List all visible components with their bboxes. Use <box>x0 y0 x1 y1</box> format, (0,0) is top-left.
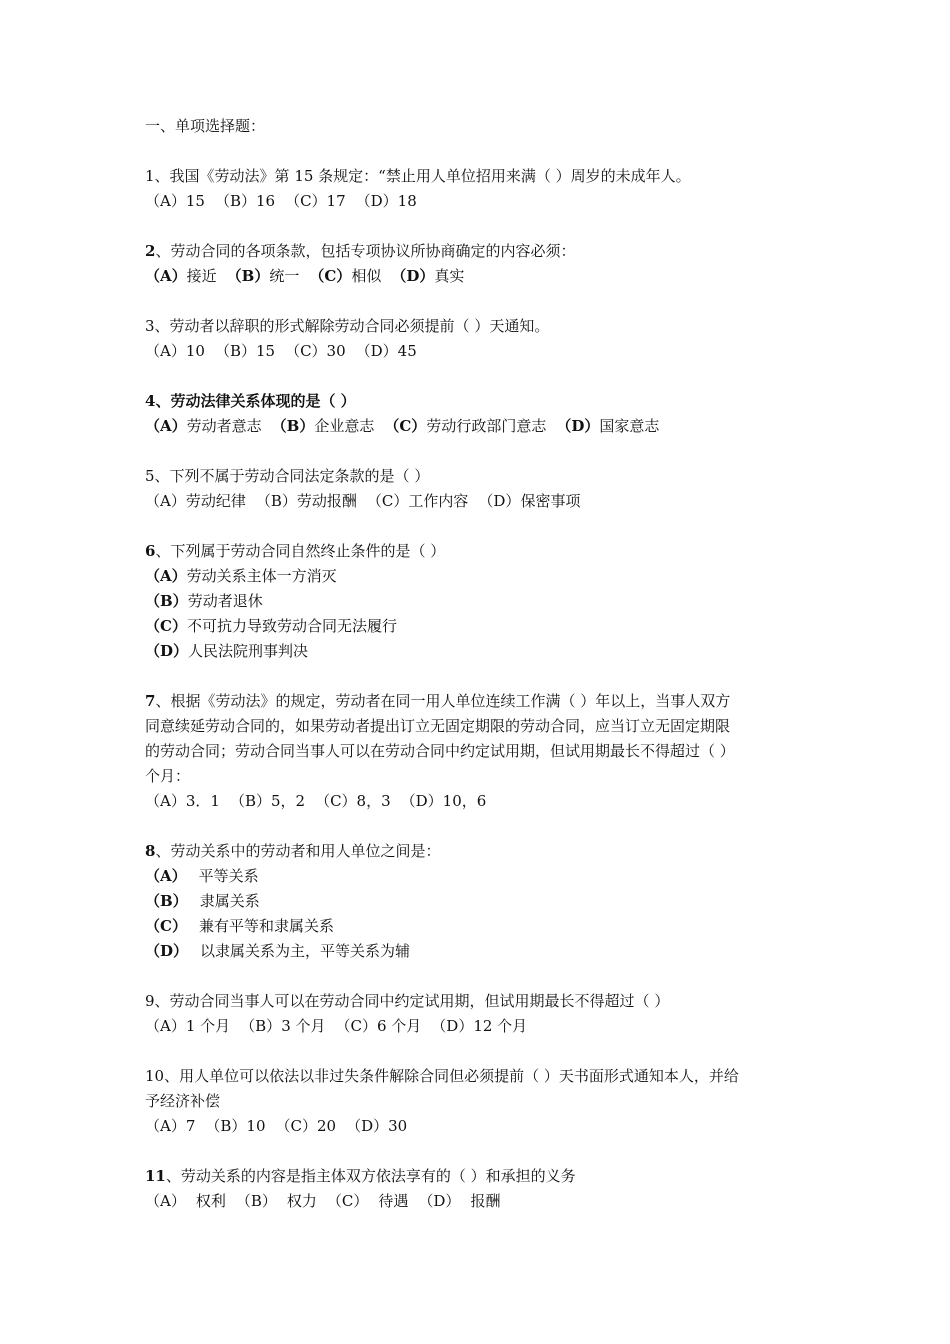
option-item <box>145 939 825 964</box>
option-letter: （C） <box>335 1017 377 1035</box>
question-stem: 、劳动法律关系体现的是（ ） <box>155 392 356 410</box>
option-text: 15 <box>255 342 276 360</box>
option-text: 保密事项 <box>520 492 581 510</box>
option-letter: （C） <box>384 417 427 435</box>
option-item <box>276 1117 337 1135</box>
question-2 <box>145 239 825 289</box>
option-letter: （C） <box>315 792 357 810</box>
document-page <box>145 114 825 1239</box>
question-10 <box>145 1064 825 1139</box>
option-letter: （C） <box>285 342 327 360</box>
option-item <box>230 792 305 810</box>
option-text: 报酬 <box>470 1192 501 1210</box>
question-stem-line <box>145 989 825 1014</box>
option-letter: （D） <box>145 942 189 960</box>
option-item <box>145 267 217 285</box>
option-letter: （D） <box>556 417 600 435</box>
option-text: 10 <box>185 342 205 360</box>
question-4 <box>145 389 825 439</box>
option-list <box>145 564 825 664</box>
option-item <box>145 914 825 939</box>
question-1 <box>145 164 825 214</box>
question-stem-line <box>145 1089 825 1114</box>
question-stem: 、劳动合同当事人可以在劳动合同中约定试用期，但试用期最长不得超过（ ） <box>154 992 670 1010</box>
option-item <box>315 792 391 810</box>
question-stem-line <box>145 839 825 864</box>
option-text: 30 <box>388 1117 408 1135</box>
question-stem: 、下列属于劳动合同自然终止条件的是（ ） <box>155 542 446 560</box>
question-stem-line <box>145 1164 825 1189</box>
option-item <box>145 639 825 664</box>
question-8 <box>145 839 825 964</box>
option-text: 国家意志 <box>599 417 660 435</box>
option-item <box>145 614 825 639</box>
question-stem: 、劳动关系的内容是指主体双方依法享有的（ ）和承担的义务 <box>165 1167 576 1185</box>
question-stem: 、劳动合同的各项条款，包括专项协议所协商确定的内容必须： <box>155 242 576 260</box>
option-item <box>327 1192 409 1210</box>
option-text: 1 个月 <box>185 1017 231 1035</box>
option-text: 权力 <box>286 1192 317 1210</box>
option-text: 隶属关系 <box>199 892 260 910</box>
question-stem-line <box>145 764 825 789</box>
option-text: 劳动报酬 <box>296 492 357 510</box>
option-item <box>556 417 659 435</box>
option-item <box>215 342 275 360</box>
option-text: 人民法院刑事判决 <box>188 642 309 660</box>
question-6 <box>145 539 825 664</box>
option-letter: （D） <box>145 642 189 660</box>
question-number: 1 <box>145 167 155 185</box>
option-letter: （C） <box>285 192 327 210</box>
option-letter: （D） <box>355 192 398 210</box>
question-stem-line <box>145 714 825 739</box>
option-text: 劳动者退休 <box>187 592 263 610</box>
option-letter: （B） <box>145 592 188 610</box>
question-stem-line <box>145 689 825 714</box>
question-stem: 、根据《劳动法》的规定，劳动者在同一用人单位连续工作满（ ）年以上，当事人双方 <box>155 692 731 710</box>
option-row <box>145 189 825 214</box>
option-letter: （B） <box>205 1117 247 1135</box>
section-title: 一、单项选择题： <box>145 117 266 135</box>
option-text: 45 <box>397 342 417 360</box>
option-item <box>346 1117 407 1135</box>
question-stem-line <box>145 314 825 339</box>
option-letter: （D） <box>418 1192 461 1210</box>
question-stem-line <box>145 239 825 264</box>
question-stem-line <box>145 464 825 489</box>
question-stem: 、下列不属于劳动合同法定条款的是（ ） <box>154 467 430 485</box>
option-row <box>145 264 825 289</box>
question-number: 6 <box>145 542 156 560</box>
option-text: 6 个月 <box>376 1017 422 1035</box>
question-11 <box>145 1164 825 1214</box>
option-item <box>145 342 205 360</box>
option-text: 18 <box>397 192 417 210</box>
option-text: 权利 <box>195 1192 226 1210</box>
question-stem-line <box>145 539 825 564</box>
option-item <box>145 792 220 810</box>
option-text: 相似 <box>351 267 382 285</box>
question-stem-line <box>145 739 825 764</box>
option-letter: （A） <box>145 1017 186 1035</box>
option-text: 真实 <box>434 267 465 285</box>
option-item <box>401 792 487 810</box>
option-letter: （A） <box>145 417 187 435</box>
option-item <box>145 564 825 589</box>
option-item <box>285 342 346 360</box>
option-text: 接近 <box>186 267 217 285</box>
question-7 <box>145 689 825 814</box>
option-item <box>384 417 546 435</box>
option-text: 5，2 <box>270 792 306 810</box>
option-letter: （D） <box>431 1017 474 1035</box>
option-row <box>145 1189 825 1214</box>
option-letter: （C） <box>309 267 352 285</box>
option-item <box>256 492 357 510</box>
option-row <box>145 339 825 364</box>
option-item <box>309 267 381 285</box>
option-letter: （B） <box>226 267 270 285</box>
option-text: 3．1 <box>185 792 220 810</box>
option-item <box>227 267 300 285</box>
option-letter: （D） <box>400 792 443 810</box>
question-9 <box>145 989 825 1039</box>
option-letter: （C） <box>145 617 187 635</box>
option-text: 10，6 <box>442 792 487 810</box>
question-stem: 、我国《劳动法》第 15 条规定：“禁止用人单位招用来满（ ）周岁的未成年人。 <box>154 167 691 185</box>
option-item <box>145 192 205 210</box>
option-item <box>145 1192 226 1210</box>
option-text: 20 <box>317 1117 337 1135</box>
option-item <box>215 192 275 210</box>
option-text: 7 <box>185 1117 196 1135</box>
option-letter: （B） <box>240 1017 282 1035</box>
option-item <box>145 589 825 614</box>
question-stem: 同意续延劳动合同的，如果劳动者提出订立无固定期限的劳动合同，应当订立无固定期限 <box>145 717 731 735</box>
option-letter: （C） <box>145 917 187 935</box>
option-item <box>145 417 262 435</box>
option-letter: （B） <box>214 192 256 210</box>
question-number: 5 <box>145 467 155 485</box>
question-5 <box>145 464 825 514</box>
option-item <box>391 267 464 285</box>
option-text: 以隶属关系为主，平等关系为辅 <box>200 942 411 960</box>
option-item <box>272 417 375 435</box>
option-text: 8，3 <box>356 792 391 810</box>
question-stem: 的劳动合同；劳动合同当事人可以在劳动合同中约定试用期，但试用期最长不得超过（ ） <box>145 742 735 760</box>
question-number: 11 <box>145 1167 166 1185</box>
option-text: 工作内容 <box>408 492 469 510</box>
option-text: 平等关系 <box>198 867 259 885</box>
option-letter: （D） <box>478 492 521 510</box>
option-text: 17 <box>326 192 346 210</box>
question-stem: 、劳动者以辞职的形式解除劳动合同必须提前（ ）天通知。 <box>154 317 550 335</box>
option-letter: （A） <box>145 192 186 210</box>
option-letter: （B） <box>214 342 256 360</box>
option-row <box>145 489 825 514</box>
option-letter: （C） <box>275 1117 317 1135</box>
question-stem-line <box>145 1064 825 1089</box>
option-text: 3 个月 <box>281 1017 326 1035</box>
option-letter: （B） <box>271 417 315 435</box>
option-letter: （A） <box>145 867 187 885</box>
option-item <box>431 1017 527 1035</box>
question-stem: 予经济补偿 <box>145 1092 221 1110</box>
option-letter: （D） <box>355 342 398 360</box>
question-list <box>145 164 825 1214</box>
option-letter: （B） <box>255 492 297 510</box>
option-item <box>236 1192 317 1210</box>
option-text: 统一 <box>269 267 300 285</box>
option-item <box>356 192 417 210</box>
question-stem: 、劳动关系中的劳动者和用人单位之间是： <box>155 842 441 860</box>
option-text: 兼有平等和隶属关系 <box>198 917 334 935</box>
option-item <box>285 192 346 210</box>
option-text: 劳动关系主体一方消灭 <box>186 567 337 585</box>
option-item <box>240 1017 325 1035</box>
option-text: 企业意志 <box>314 417 375 435</box>
option-row <box>145 1114 825 1139</box>
question-stem: 个月： <box>145 767 191 785</box>
option-item <box>478 492 580 510</box>
option-letter: （B） <box>229 792 271 810</box>
option-letter: （A） <box>145 267 187 285</box>
option-text: 不可抗力导致劳动合同无法履行 <box>186 617 397 635</box>
option-text: 12 个月 <box>473 1017 528 1035</box>
option-item <box>145 864 825 889</box>
option-letter: （A） <box>145 792 186 810</box>
question-number: 8 <box>145 842 156 860</box>
option-letter: （A） <box>145 342 186 360</box>
option-text: 15 <box>185 192 205 210</box>
option-letter: （A） <box>145 1192 186 1210</box>
question-stem-line <box>145 389 825 414</box>
question-3 <box>145 314 825 364</box>
question-number: 4 <box>145 392 156 410</box>
option-item <box>145 889 825 914</box>
option-letter: （C） <box>366 492 409 510</box>
option-row <box>145 414 825 439</box>
option-item <box>418 1192 500 1210</box>
option-item <box>205 1117 265 1135</box>
option-letter: （B） <box>145 892 188 910</box>
question-number: 7 <box>145 692 156 710</box>
option-item <box>367 492 469 510</box>
option-row <box>145 789 825 814</box>
option-letter: （A） <box>145 567 187 585</box>
option-letter: （B） <box>235 1192 277 1210</box>
option-letter: （D） <box>346 1117 389 1135</box>
option-item <box>356 342 417 360</box>
question-number: 2 <box>145 242 156 260</box>
option-text: 待遇 <box>378 1192 409 1210</box>
question-number: 10 <box>145 1067 165 1085</box>
question-stem: 、用人单位可以依法以非过失条件解除合同但必须提前（ ）天书面形式通知本人，并给 <box>164 1067 739 1085</box>
question-number: 9 <box>145 992 155 1010</box>
option-letter: （A） <box>145 492 186 510</box>
option-text: 劳动纪律 <box>185 492 246 510</box>
option-item <box>145 492 246 510</box>
option-item <box>336 1017 422 1035</box>
option-letter: （D） <box>391 267 435 285</box>
option-text: 劳动行政部门意志 <box>426 417 547 435</box>
option-row <box>145 1014 825 1039</box>
option-item <box>145 1117 195 1135</box>
option-list <box>145 864 825 964</box>
option-letter: （C） <box>326 1192 369 1210</box>
option-text: 16 <box>255 192 276 210</box>
option-text: 10 <box>246 1117 266 1135</box>
option-text: 30 <box>326 342 346 360</box>
question-number: 3 <box>145 317 155 335</box>
option-item <box>145 1017 230 1035</box>
option-text: 劳动者意志 <box>186 417 262 435</box>
option-letter: （A） <box>145 1117 186 1135</box>
question-stem-line <box>145 164 825 189</box>
